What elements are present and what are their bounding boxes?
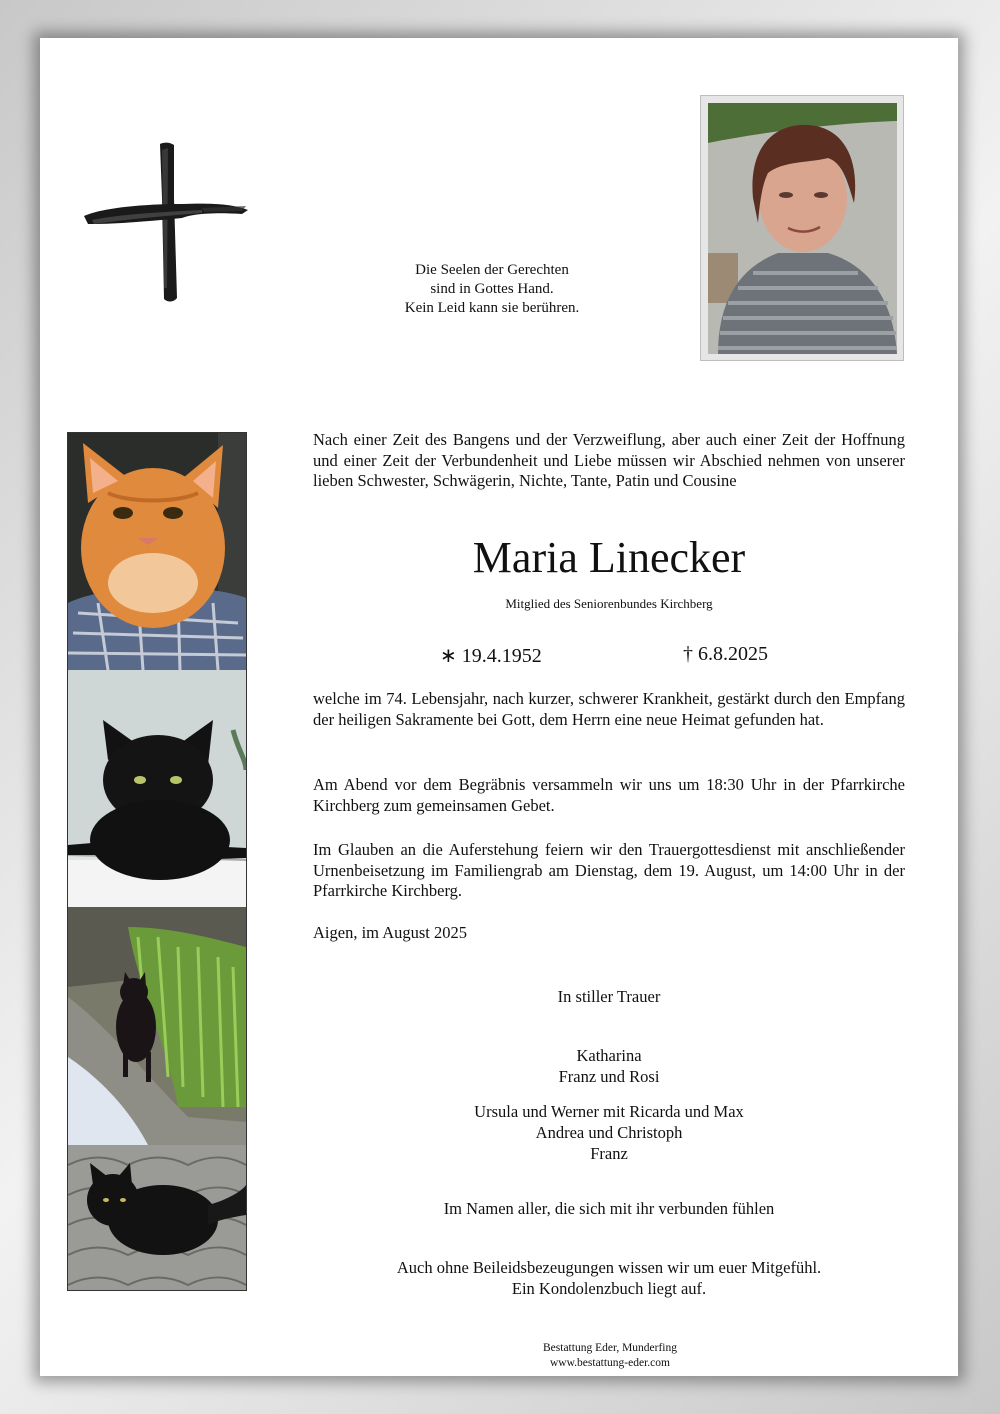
funeral-home: Bestattung Eder, Munderfing xyxy=(543,1342,677,1354)
mourner-line: Ursula und Werner mit Ricarda und Max xyxy=(474,1102,744,1121)
walking-cat-photo xyxy=(68,907,246,1145)
paragraph-funeral: Im Glauben an die Auferstehung feiern wir den Trauergottesdienst mit anschließender Urnenbeisetzung im Familiengrab am Dienstag, dem 19. August, um 14:00 Uhr in der Pfarrkirche Kirchberg. xyxy=(313,840,905,900)
mourners-closing xyxy=(313,1198,905,1219)
footer xyxy=(460,1341,760,1371)
condolence-notice xyxy=(313,1257,905,1299)
birth-date: ∗ 19.4.1952 xyxy=(440,645,542,667)
mourners-group-1 xyxy=(313,1045,905,1087)
mourner-line: Franz und Rosi xyxy=(558,1067,660,1086)
verse-line: Kein Leid kann sie berühren. xyxy=(404,300,580,316)
verse-line: Die Seelen der Gerechten xyxy=(415,262,569,278)
orange-cat-photo xyxy=(68,433,246,670)
paragraph-prayer: Am Abend vor dem Begräbnis versammeln wir uns um 18:30 Uhr in der Pfarrkirche Kirchberg zum gemeinsamen Gebet. xyxy=(313,775,905,815)
obituary-page xyxy=(40,38,958,1376)
paragraph-death: welche im 74. Lebensjahr, nach kurzer, schwerer Krankheit, gestärkt durch den Empfang der heiligen Sakramente bei Gott, dem Herrn eine neue Heimat gefunden hat. xyxy=(313,689,905,729)
black-cat-photo xyxy=(68,670,246,907)
intro-paragraph: Nach einer Zeit des Bangens und der Verzweiflung, aber auch einer Zeit der Hoffnung und einer Zeit der Verbundenheit und Liebe müssen wir Abschied nehmen von unserer lieben Schwester, Schwägerin, Nichte, Tante, Patin und Cousine xyxy=(313,430,905,490)
place-date: Aigen, im August 2025 xyxy=(313,923,468,942)
mourner-line: Katharina xyxy=(576,1046,642,1065)
bible-verse xyxy=(340,261,644,318)
mourning-heading xyxy=(313,986,905,1007)
funeral-home-website: www.bestattung-eder.com xyxy=(550,1357,670,1369)
deceased-name: Maria Linecker xyxy=(472,533,746,582)
mourners-closing-text: Im Namen aller, die sich mit ihr verbunden fühlen xyxy=(443,1199,775,1218)
cat-photos xyxy=(67,432,247,1291)
mourner-line: Andrea und Christoph xyxy=(535,1123,683,1142)
mourners-group-2 xyxy=(313,1101,905,1164)
portrait-photo xyxy=(708,103,897,354)
lying-cat-photo xyxy=(68,1145,246,1290)
cross-icon xyxy=(82,138,250,304)
mourner-line: Franz xyxy=(590,1144,628,1163)
mourning-heading-text: In stiller Trauer xyxy=(557,987,661,1006)
verse-line: sind in Gottes Hand. xyxy=(430,281,554,297)
membership-line: Mitglied des Seniorenbundes Kirchberg xyxy=(505,596,713,611)
notice-line: Ein Kondolenzbuch liegt auf. xyxy=(511,1279,707,1298)
notice-line: Auch ohne Beileidsbezeugungen wissen wir um euer Mitgefühl. xyxy=(396,1258,822,1277)
death-date: † 6.8.2025 xyxy=(683,643,768,665)
portrait-frame xyxy=(700,95,904,361)
